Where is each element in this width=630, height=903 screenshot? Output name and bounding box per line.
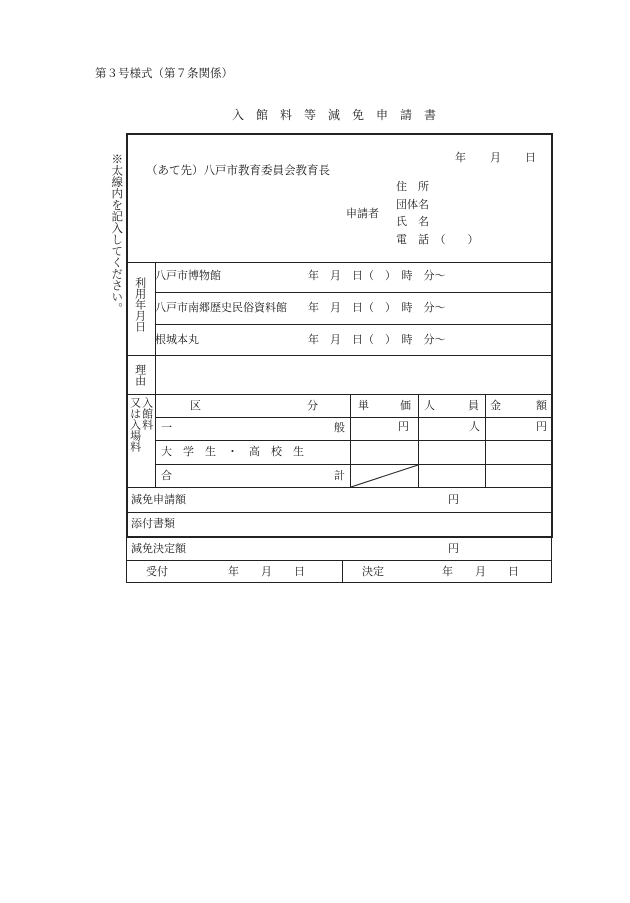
attachments-label: 添付書類 [131, 517, 175, 530]
rule-usage-2 [155, 324, 552, 325]
receipt-label: 受付 [146, 565, 168, 578]
reduction-decision-unit: 円 [448, 542, 459, 555]
applicant-group-label: 団体名 [396, 198, 429, 211]
header-amount-1: 金 [490, 399, 501, 412]
decision-date: 年 月 日 [442, 565, 519, 578]
usage-date-label: 利用年月日 [133, 277, 147, 332]
row-students: 大 学 生 ・ 高 校 生 [161, 445, 304, 458]
applicant-address-label: 住 所 [396, 180, 429, 193]
reason-label: 理由 [133, 364, 147, 386]
rule-fee-bottom [126, 487, 552, 488]
row-general-people-unit: 人 [469, 420, 480, 433]
fee-side-label-or-entry: 又は入場料 [128, 397, 142, 452]
row-general-1: 一 [161, 421, 172, 434]
date-day: 日 [525, 151, 536, 164]
reduction-decision-label: 減免決定額 [131, 542, 186, 555]
row-general-2: 般 [334, 421, 345, 434]
row-general-amount-unit: 円 [536, 420, 547, 433]
date-month: 月 [490, 151, 501, 164]
row-total-2: 計 [334, 469, 345, 482]
rule-fee-header [155, 417, 552, 418]
lower-box-bottom [126, 582, 552, 583]
decision-label: 決定 [362, 565, 384, 578]
reduction-request-unit: 円 [448, 493, 459, 506]
facility-nango-museum: 八戸市南郷歴史民俗資料館 [155, 301, 287, 314]
rule-reason-bottom [126, 394, 552, 395]
rule-usage-bottom [126, 355, 552, 356]
header-people-2: 員 [468, 399, 479, 412]
rule-usage-1 [155, 292, 552, 293]
rule-fee-label-divider [155, 394, 156, 487]
fee-side-label-admission: 入館料 [140, 397, 154, 430]
applicant-label: 申請者 [346, 207, 379, 220]
box-top-border [126, 133, 553, 135]
box-left-border [126, 133, 128, 538]
header-people-1: 人 [424, 399, 435, 412]
header-unit-price-2: 価 [400, 399, 411, 412]
facility-date-1: 年 月 日（ ） 時 分～ [308, 269, 446, 282]
box-bottom-border [126, 536, 553, 538]
applicant-name-label: 氏 名 [396, 215, 429, 228]
total-price-slash [350, 464, 419, 488]
page-title: 入 館 料 等 減 免 申 請 書 [232, 108, 437, 122]
header-amount-2: 額 [536, 399, 547, 412]
row-general-price-unit: 円 [398, 420, 409, 433]
rule-applicant-bottom [126, 262, 552, 263]
side-note: ※太線内を記入してください。 [110, 153, 125, 314]
rule-request-bottom [126, 512, 552, 513]
rule-fee-row-1 [155, 440, 552, 441]
header-kubun-2: 分 [307, 399, 318, 412]
rule-fee-col-3 [485, 394, 486, 487]
date-year: 年 [455, 151, 466, 164]
row-total-1: 合 [161, 469, 172, 482]
header-kubun-1: 区 [190, 399, 201, 412]
form-number: 第３号様式（第７条関係） [95, 66, 233, 80]
header-unit-price-1: 単 [358, 399, 369, 412]
facility-hachinohe-museum: 八戸市博物館 [155, 269, 221, 282]
rule-receipt-decision [342, 560, 343, 583]
addressee: （あて先）八戸市教育委員会教育長 [146, 163, 330, 177]
facility-date-3: 年 月 日（ ） 時 分～ [308, 333, 446, 346]
receipt-date: 年 月 日 [228, 565, 305, 578]
rule-decision-amount-bottom [126, 560, 552, 561]
facility-date-2: 年 月 日（ ） 時 分～ [308, 301, 446, 314]
applicant-phone-label: 電 話 （ ） [396, 233, 479, 246]
box-right-border [551, 133, 553, 538]
reduction-request-label: 減免申請額 [131, 493, 186, 506]
facility-nejo-honmaru: 根城本丸 [155, 333, 199, 346]
